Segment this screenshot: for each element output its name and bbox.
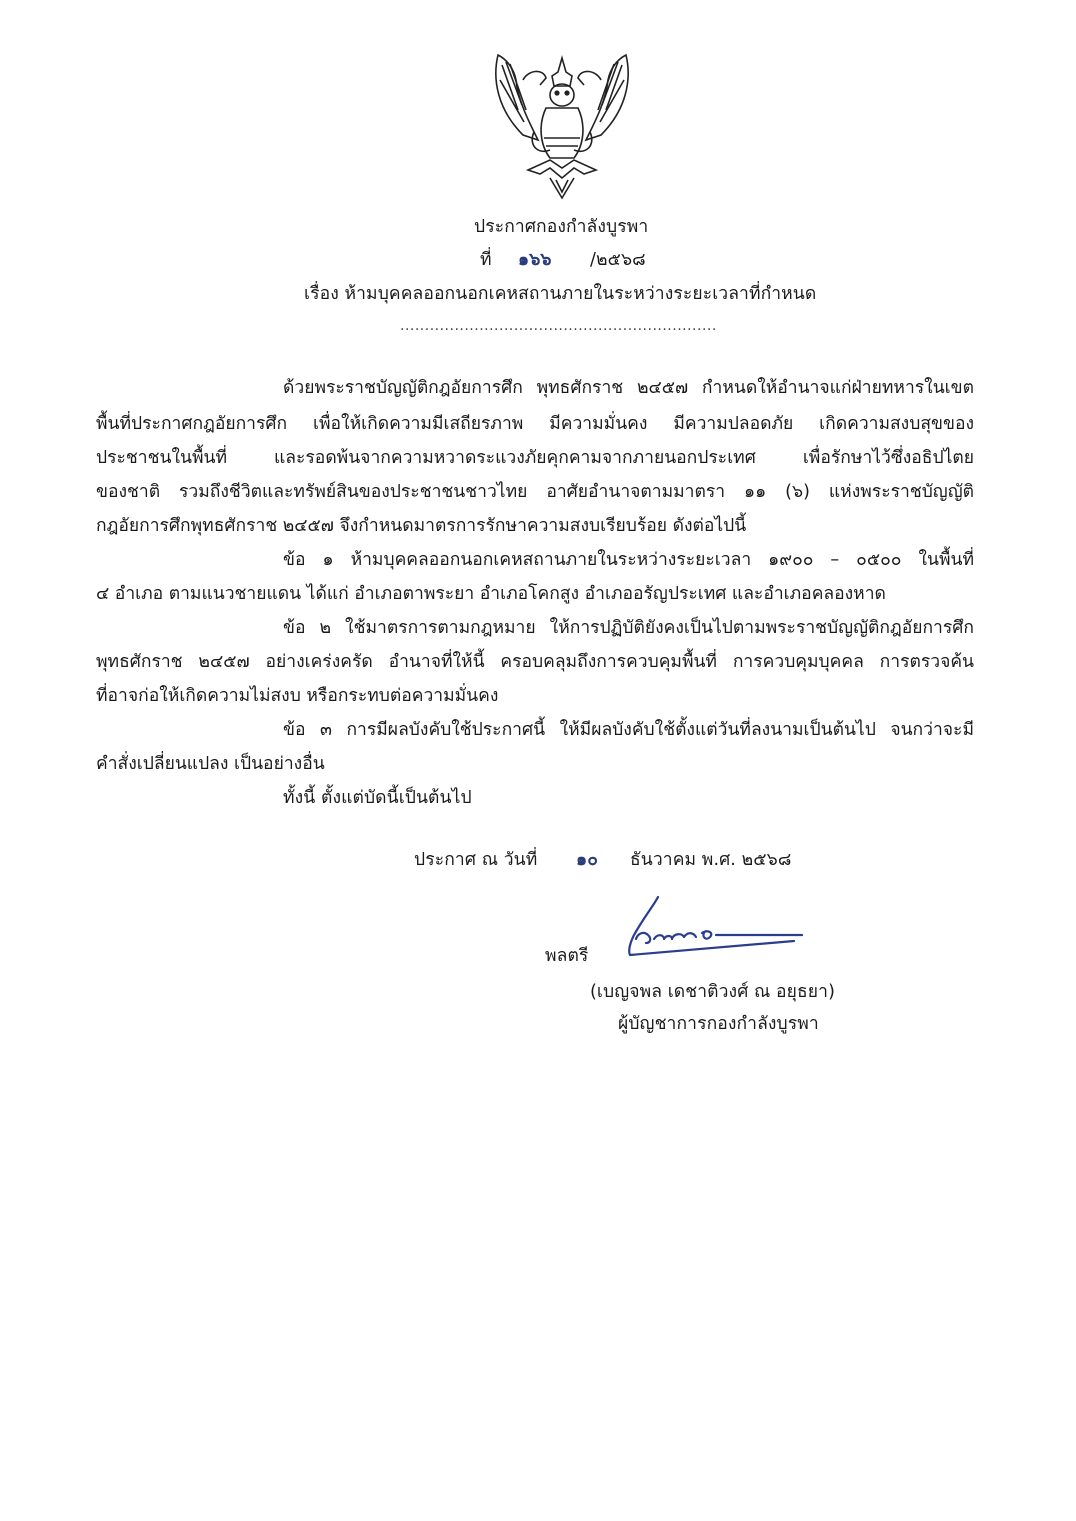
clause-2-line-3: ที่อาจก่อให้เกิดความไม่สงบ หรือกระทบต่อความมั่นคง [96,686,499,706]
date-day: ๑๐ [576,850,598,870]
preamble-line-3: ประชาชนในพื้นที่ และรอดพ้นจากความหวาดระแวงภัยคุกคามจากภายนอกประเทศ เพื่อรักษาไว้ซึ่งอธิปไตย [96,448,974,468]
garuda-emblem-icon [488,50,636,200]
closing-statement: ทั้งนี้ ตั้งแต่บัดนี้เป็นต้นไป [283,788,472,808]
clause-2-line-2: พุทธศักราช ๒๔๕๗ อย่างเคร่งครัด อำนาจที่ให้นี้ ครอบคลุมถึงการควบคุมพื้นที่ การควบคุมบุคคล การตรวจค้น [96,652,974,672]
preamble-line-2: พื้นที่ประกาศกฎอัยการศึก เพื่อให้เกิดความมีเสถียรภาพ มีความมั่นคง มีความปลอดภัย เกิดความสงบสุขของ [96,414,974,434]
date-prefix: ประกาศ ณ วันที่ [414,850,538,870]
clause-2-line-1: ข้อ ๒ ใช้มาตรการตามกฎหมาย ให้การปฏิบัติยังคงเป็นไปตามพระราชบัญญัติกฎอัยการศึก [283,618,974,638]
header-separator: ................................................................ [400,318,717,334]
announcement-number-prefix: ที่ [480,250,492,270]
preamble-line-1: ด้วยพระราชบัญญัติกฎอัยการศึก พุทธศักราช ๒๔๕๗ กำหนดให้อำนาจแก่ฝ่ายทหารในเขต [283,378,974,398]
signer-position: ผู้บัญชาการกองกำลังบูรพา [618,1014,819,1034]
signature-icon [624,895,809,965]
announcement-number: ๑๖๖ [518,250,552,270]
clause-1-line-2: ๔ อำเภอ ตามแนวชายแดน ได้แก่ อำเภอตาพระยา อำเภอโคกสูง อำเภออรัญประเทศ และอำเภอคลองหาด [96,584,886,604]
clause-3-line-1: ข้อ ๓ การมีผลบังคับใช้ประกาศนี้ ให้มีผลบังคับใช้ตั้งแต่วันที่ลงนามเป็นต้นไป จนกว่าจะมี [283,720,974,740]
signer-name: (เบญจพล เดชาติวงศ์ ณ อยุธยา) [590,982,836,1002]
preamble-line-4: ของชาติ รวมถึงชีวิตและทรัพย์สินของประชาชนชาวไทย อาศัยอำนาจตามมาตรา ๑๑ (๖) แห่งพระราชบัญญัติ [96,482,974,502]
signer-rank: พลตรี [545,946,589,966]
clause-3-line-2: คำสั่งเปลี่ยนแปลง เป็นอย่างอื่น [96,754,325,774]
announcement-year: /๒๕๖๘ [590,250,646,270]
preamble-line-5: กฎอัยการศึกพุทธศักราช ๒๔๕๗ จึงกำหนดมาตรการรักษาความสงบเรียบร้อย ดังต่อไปนี้ [96,516,747,536]
clause-1-line-1: ข้อ ๑ ห้ามบุคคลออกนอกเคหสถานภายในระหว่างระยะเวลา ๑๙๐๐ – ๐๕๐๐ ในพื้นที่ [283,550,974,570]
announcement-subject: เรื่อง ห้ามบุคคลออกนอกเคหสถานภายในระหว่างระยะเวลาที่กำหนด [304,284,817,304]
announcement-title: ประกาศกองกำลังบูรพา [474,217,649,237]
date-month-year: ธันวาคม พ.ศ. ๒๕๖๘ [630,850,792,870]
